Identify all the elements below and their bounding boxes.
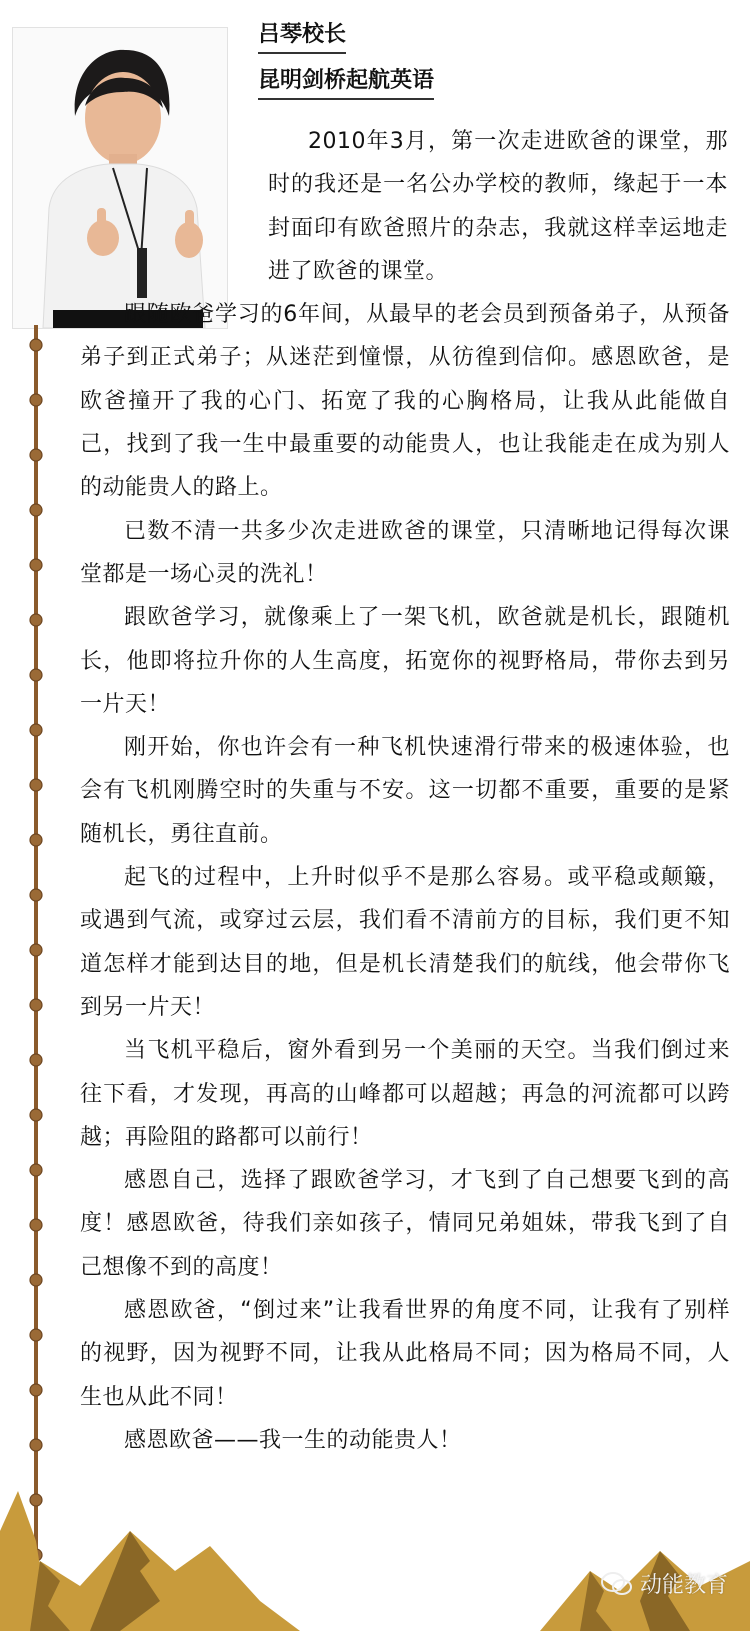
principal-name: 吕琴校长 (258, 20, 346, 54)
article-header (258, 20, 434, 100)
paragraph: 当飞机平稳后，窗外看到另一个美丽的天空。当我们倒过来往下看，才发现，再高的山峰都可以超越；再急的河流都可以跨越；再险阻的路都可以前行！ (80, 1038, 730, 1150)
paragraph: 感恩欧爸，“倒过来”让我看世界的角度不同，让我有了别样的视野，因为视野不同，让我从此格局不同；因为格局不同，人生也从此不同！ (80, 1298, 730, 1410)
paragraph: 2010年3月，第一次走进欧爸的课堂，那时的我还是一名公办学校的教师，缘起于一本封面印有欧爸照片的杂志，我就这样幸运地走进了欧爸的课堂。 (268, 129, 728, 284)
article-body (80, 120, 730, 1462)
paragraph: 已数不清一共多少次走进欧爸的课堂，只清晰地记得每次课堂都是一场心灵的洗礼！ (80, 518, 730, 587)
wechat-icon (600, 1571, 634, 1597)
school-name: 昆明剑桥起航英语 (258, 66, 434, 100)
watermark (600, 1568, 728, 1599)
paragraph: 跟欧爸学习，就像乘上了一架飞机，欧爸就是机长，跟随机长，他即将拉升你的人生高度，拓宽你的视野格局，带你去到另一片天！ (80, 605, 730, 717)
paragraph: 感恩自己，选择了跟欧爸学习，才飞到了自己想要飞到的高度！感恩欧爸，待我们亲如孩子，情同兄弟姐妹，带我飞到了自己想像不到的高度！ (80, 1168, 730, 1280)
paragraph: 刚开始，你也许会有一种飞机快速滑行带来的极速体验，也会有飞机刚腾空时的失重与不安。这一切都不重要，重要的是紧随机长，勇往直前。 (80, 735, 730, 847)
paragraph: 跟随欧爸学习的6年间，从最早的老会员到预备弟子，从预备弟子到正式弟子；从迷茫到憧憬，从彷徨到信仰。感恩欧爸，是欧爸撞开了我的心门、拓宽了我的心胸格局，让我从此能做自己，找到了我一生中最重要的动能贵人，也让我能走在成为别人的动能贵人的路上。 (80, 302, 730, 501)
paragraph: 起飞的过程中，上升时似乎不是那么容易。或平稳或颠簸，或遇到气流，或穿过云层，我们看不清前方的目标，我们更不知道怎样才能到达目的地，但是机长清楚我们的航线，他会带你飞到另一片天！ (80, 865, 730, 1020)
paragraph: 感恩欧爸——我一生的动能贵人！ (124, 1427, 462, 1453)
watermark-label: 动能教育 (639, 1573, 728, 1598)
